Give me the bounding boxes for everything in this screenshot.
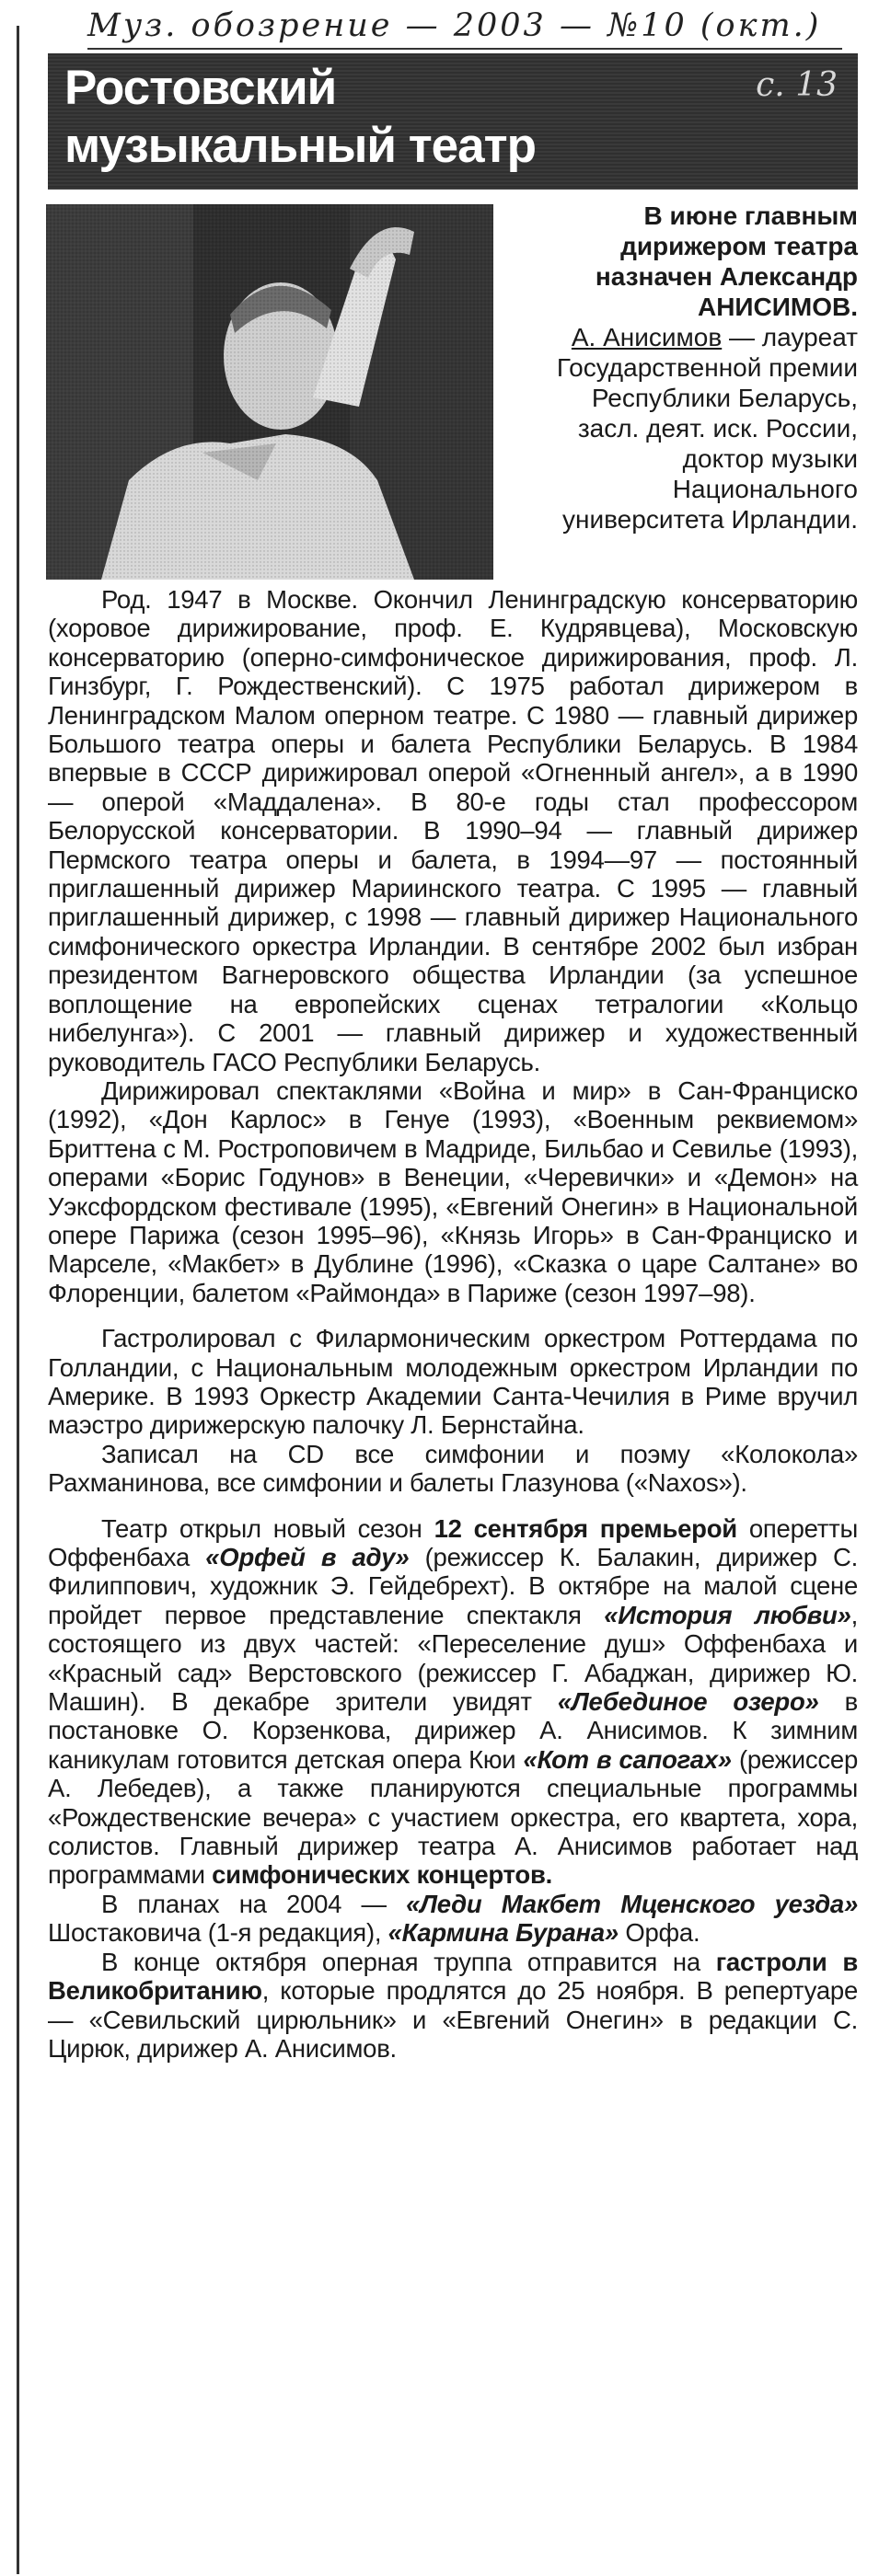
lead-bio-text: — лауреат Государственной премии Республики Беларусь, засл. деят. иск. России, доктор музыки Национального университета Ирландии.	[556, 323, 858, 534]
masthead-banner	[48, 53, 858, 190]
paragraph-season: Театр открыл новый сезон 12 сентября премьерой оперетты Оффенбаха «Орфей в аду» (режиссер К. Балакин, дирижер С. Филиппович, художник Э. Гейдебрехт). В октябре на малой сцене пройдет первое представление спектакля «История любви», состоящего из двух частей: «Переселение душ» Оффенбаха и «Красный сад» Верстовского (режиссер Г. Абаджан, дирижер Ю. Машин). В декабре зрители увидят «Лебединое озеро» в постановке О. Корзенкова, дирижер А. Анисимов. К зимним каникулам готовится детская опера Кюи «Кот в сапогах» (режиссер А. Лебедев), а также планируются специальные программы «Рождественские вечера» с участием оркестра, его квартета, хора, солистов. Главный дирижер театра А. Анисимов работает над программами симфонических концертов.	[48, 1513, 858, 1890]
clipping-border	[17, 26, 19, 2574]
conductor-name: А. Анисимов	[571, 323, 723, 351]
paragraph-gap	[48, 1498, 858, 1514]
paragraph-biography: Род. 1947 в Москве. Окончил Ленинградскую консерваторию (хоровое дирижирование, проф. Е. Кудрявцева), Московскую консерваторию (оперно-симфоническое дирижирования, проф. Л. Гинзбург, Г. Рождественский). С 1975 работал дирижером в Ленинградском Малом оперном театре. С 1980 — главный дирижер Большого театра оперы и балета Республики Беларусь. В 1984 впервые в СССР дирижировал оперой «Огненный ангел», а в 1990 — оперой «Маддалена». В 80-е годы стал профессором Белорусской консерватории. В 1990–94 — главный дирижер Пермского театра оперы и балета, в 1994—97 — постоянный приглашенный дирижер Мариинского театра. С 1995 — главный приглашенный дирижер, с 1998 — главный дирижер Национального симфонического оркестра Ирландии. В сентябре 2002 был избран президентом Вагнеровского общества Ирландии (за успешное воплощение на европейских сценах тетралогии «Кольцо нибелунга»). С 2001 — главный дирижер и художественный руководитель ГАСО Республики Беларусь.	[48, 585, 858, 1076]
conductor-photo-image	[46, 204, 493, 580]
lead-heading: В июне главным дирижером театра назначен Александр АНИСИМОВ.	[595, 201, 858, 321]
paragraph-plans-2004: В планах на 2004 — «Леди Макбет Мценского уезда» Шостаковича (1-я редакция), «Кармина Бурана» Орфа.	[48, 1889, 858, 1948]
article-title	[64, 59, 653, 175]
article-body	[48, 585, 858, 2063]
lead-bio	[525, 322, 858, 535]
title-line-1: Ростовский	[64, 61, 337, 115]
title-line-2: музыкальный театр	[64, 119, 536, 173]
page-number-note: с. 13	[756, 66, 838, 104]
conductor-photo	[46, 204, 493, 580]
paragraph-uk-tour: В конце октября оперная труппа отправится на гастроли в Великобританию, которые продлятся до 25 ноября. В репертуаре — «Севильский цирюльник» и «Евгений Онегин» в редакции С. Цирюк, дирижер А. Анисимов.	[48, 1947, 858, 2063]
paragraph-productions: Дирижировал спектаклями «Война и мир» в Сан-Франциско (1992), «Дон Карлос» в Генуе (1993), «Военным реквиемом» Бриттена с М. Ростроповичем в Мадриде, Бильбао и Севилье (1993), операми «Борис Годунов» в Венеции, «Черевички» и «Демон» на Уэксфордском фестивале (1995), «Евгений Онегин» в Национальной опере Парижа (сезон 1995–96), «Князь Игорь» в Сан-Франциско и Марселе, «Макбет» в Дублине (1996), «Сказка о царе Салтане» во Флоренции, балетом «Раймонда» в Париже (сезон 1997–98).	[48, 1075, 858, 1307]
paragraph-gap	[48, 1307, 858, 1324]
handwritten-source-note: Муз. обозрение — 2003 — №10 (окт.)	[87, 7, 842, 55]
handwritten-underline	[87, 48, 842, 50]
paragraph-tours: Гастролировал с Филармоническим оркестром Роттердама по Голландии, с Национальным молодежным оркестром Ирландии по Америке. В 1993 Оркестр Академии Санта-Чечилия в Риме вручил маэстро дирижерскую палочку Л. Бернстайна.	[48, 1324, 858, 1440]
paragraph-recordings: Записал на CD все симфонии и поэму «Колокола» Рахманинова, все симфонии и балеты Глазунова («Naxos»).	[48, 1439, 858, 1498]
